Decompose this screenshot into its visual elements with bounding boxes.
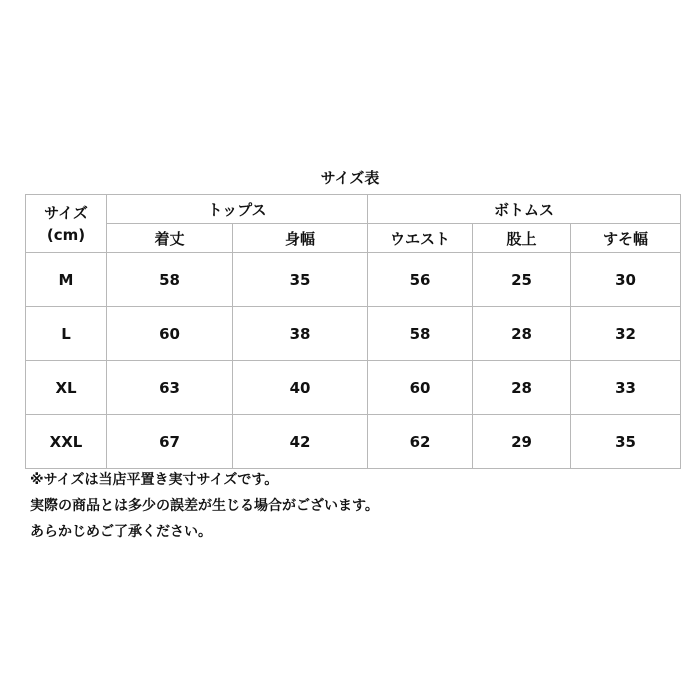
note-line: あらかじめご了承ください。 [30, 524, 212, 540]
table-row [26, 361, 681, 415]
column-header-waist: ウエスト [368, 224, 473, 253]
size-header-label: サイズ [44, 203, 88, 222]
size-notes [30, 467, 680, 545]
table-cell: 40 [233, 361, 368, 415]
table-cell: 32 [571, 307, 681, 361]
table-cell: 38 [233, 307, 368, 361]
size-label-cell: M [26, 253, 107, 307]
table-cell: 29 [473, 415, 571, 469]
table-cell: 25 [473, 253, 571, 307]
size-label-cell: XXL [26, 415, 107, 469]
table-row [26, 415, 681, 469]
size-label-cell: XL [26, 361, 107, 415]
table-column-header-row [26, 224, 681, 253]
table-cell: 42 [233, 415, 368, 469]
table-cell: 33 [571, 361, 681, 415]
unit-header-label: (cm) [46, 225, 86, 244]
table-cell: 60 [107, 307, 233, 361]
size-table [25, 194, 681, 469]
size-unit-header [26, 195, 107, 253]
table-cell: 30 [571, 253, 681, 307]
size-chart-title: サイズ表 [320, 169, 380, 187]
column-header-chest-width: 身幅 [233, 224, 368, 253]
table-cell: 56 [368, 253, 473, 307]
tops-group-header: トップス [107, 195, 368, 224]
table-group-header-row [26, 195, 681, 224]
note-line: 実際の商品とは多少の誤差が生じる場合がございます。 [30, 498, 379, 514]
note-line: ※サイズは当店平置き実寸サイズです。 [30, 472, 279, 488]
column-header-rise: 股上 [473, 224, 571, 253]
column-header-length: 着丈 [107, 224, 233, 253]
table-cell: 58 [107, 253, 233, 307]
table-row [26, 253, 681, 307]
table-cell: 63 [107, 361, 233, 415]
table-cell: 60 [368, 361, 473, 415]
table-cell: 28 [473, 361, 571, 415]
table-row [26, 307, 681, 361]
size-label-cell: L [26, 307, 107, 361]
table-cell: 58 [368, 307, 473, 361]
table-cell: 35 [233, 253, 368, 307]
bottoms-group-header: ボトムス [368, 195, 681, 224]
column-header-hem-width: すそ幅 [571, 224, 681, 253]
table-cell: 35 [571, 415, 681, 469]
table-cell: 62 [368, 415, 473, 469]
table-cell: 28 [473, 307, 571, 361]
table-cell: 67 [107, 415, 233, 469]
